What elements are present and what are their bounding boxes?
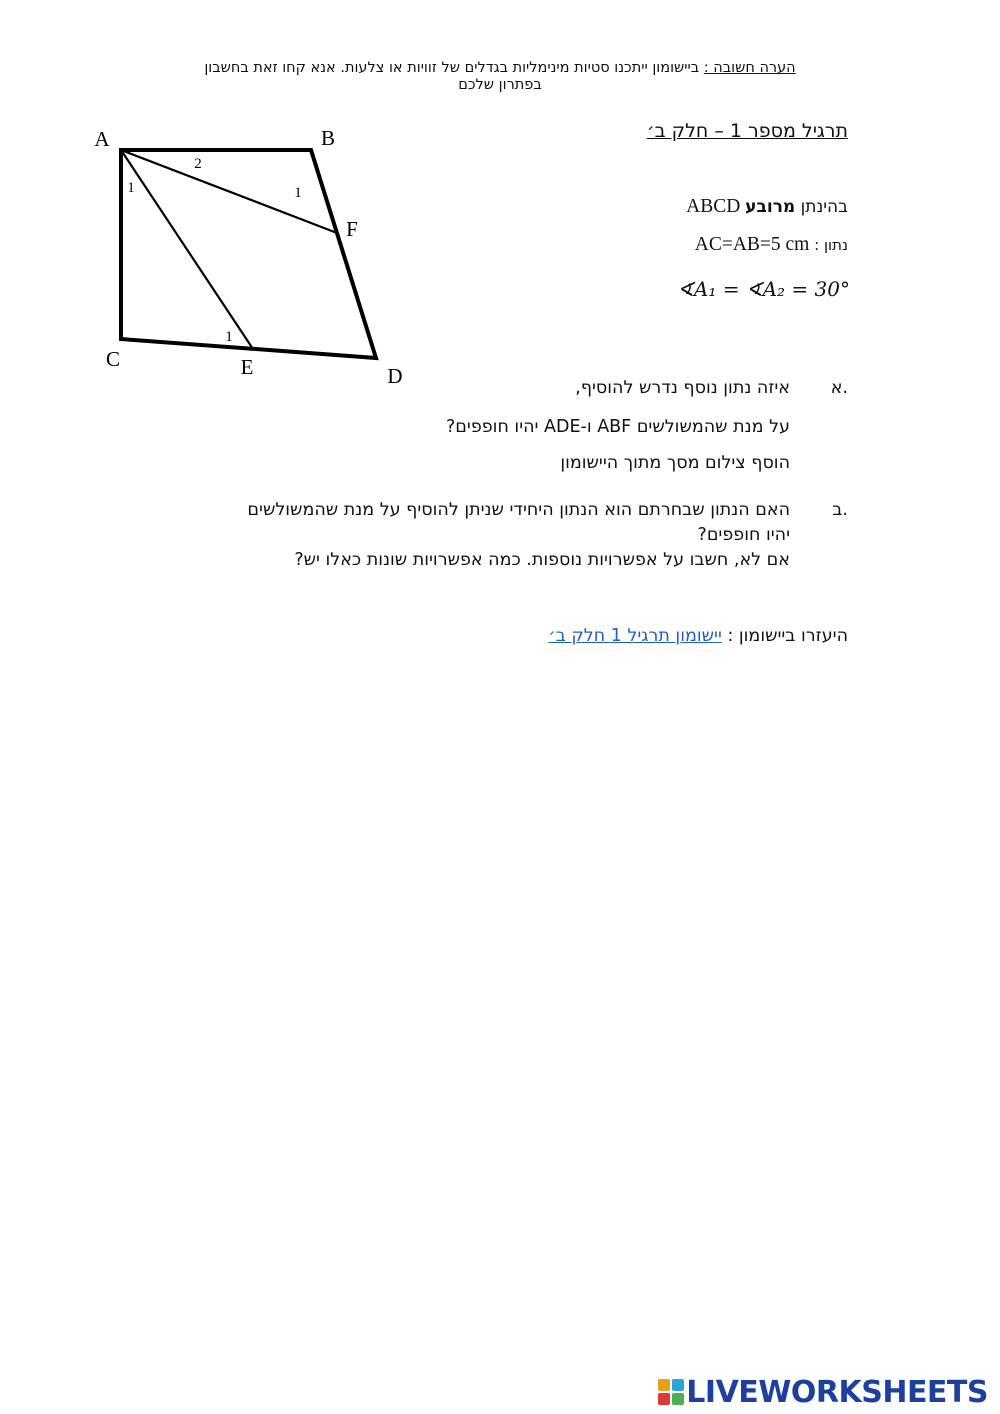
liveworksheets-logo-icon	[658, 1379, 684, 1405]
given-prefix: בהינתן	[795, 197, 848, 217]
exercise-title: תרגיל מספר 1 – חלק ב׳	[646, 120, 848, 142]
note-label: הערה חשובה :	[703, 60, 796, 76]
question-b-line-1: האם הנתון שבחרתם הוא הנתון היחידי שניתן להוסיף על מנת שהמשולשים	[247, 500, 790, 520]
question-a-number: א.	[830, 378, 848, 398]
segment-af	[121, 150, 337, 233]
point-label-b: B	[320, 126, 336, 150]
given-shape: ABCD	[686, 196, 746, 217]
geometry-diagram	[80, 118, 440, 393]
note-line-1	[150, 60, 850, 77]
given-data-label: נתון :	[809, 236, 848, 254]
applet-link[interactable]: יישומון תרגיל 1 חלק ב׳	[548, 626, 722, 646]
quadrilateral-abcd	[121, 150, 376, 358]
point-label-e: E	[240, 355, 254, 379]
liveworksheets-logo-text: LIVEWORKSHEETS	[686, 1374, 988, 1410]
question-a-line-1: איזה נתון נוסף נדרש להוסיף,	[575, 378, 790, 398]
question-a-line-2: על מנת שהמשולשים ABF ו-ADE יהיו חופפים?	[446, 417, 790, 437]
segment-ae	[121, 150, 253, 349]
given-angles: ∢A₁ = ∢A₂ = 30°	[677, 277, 850, 301]
note-line-2: בפתרון שלכם	[458, 77, 542, 93]
important-note	[150, 60, 850, 94]
question-b-line-3: אם לא, חשבו על אפשרויות נוספות. כמה אפשרויות שונות כאלו יש?	[294, 550, 790, 570]
note-text: ביישומון ייתכנו סטיות מינימליות בגדלים של זוויות או צלעות. אנא קחו זאת בחשבון	[204, 60, 704, 76]
given-bold: מרובע	[745, 197, 796, 217]
angle-mark-a2: 2	[194, 156, 202, 172]
question-b-number: ב.	[832, 500, 848, 520]
help-label: היעזרו ביישומון :	[727, 626, 848, 646]
help-line	[548, 626, 848, 646]
point-label-c: C	[105, 347, 121, 371]
question-a-line-3: הוסף צילום מסך מתוך היישומון	[560, 453, 790, 473]
given-quadrilateral	[686, 196, 848, 218]
liveworksheets-logo	[658, 1375, 988, 1409]
question-b-line-2: יהיו חופפים?	[697, 525, 790, 545]
angle-mark-b1: 1	[294, 185, 302, 201]
angle-mark-a1: 1	[127, 180, 135, 196]
given-data-value: AC=AB=5 cm	[694, 234, 810, 255]
point-label-f: F	[346, 217, 358, 241]
angle-mark-e1: 1	[225, 329, 233, 345]
point-label-a: A	[94, 127, 110, 151]
given-data	[695, 234, 848, 256]
point-label-d: D	[387, 364, 403, 388]
